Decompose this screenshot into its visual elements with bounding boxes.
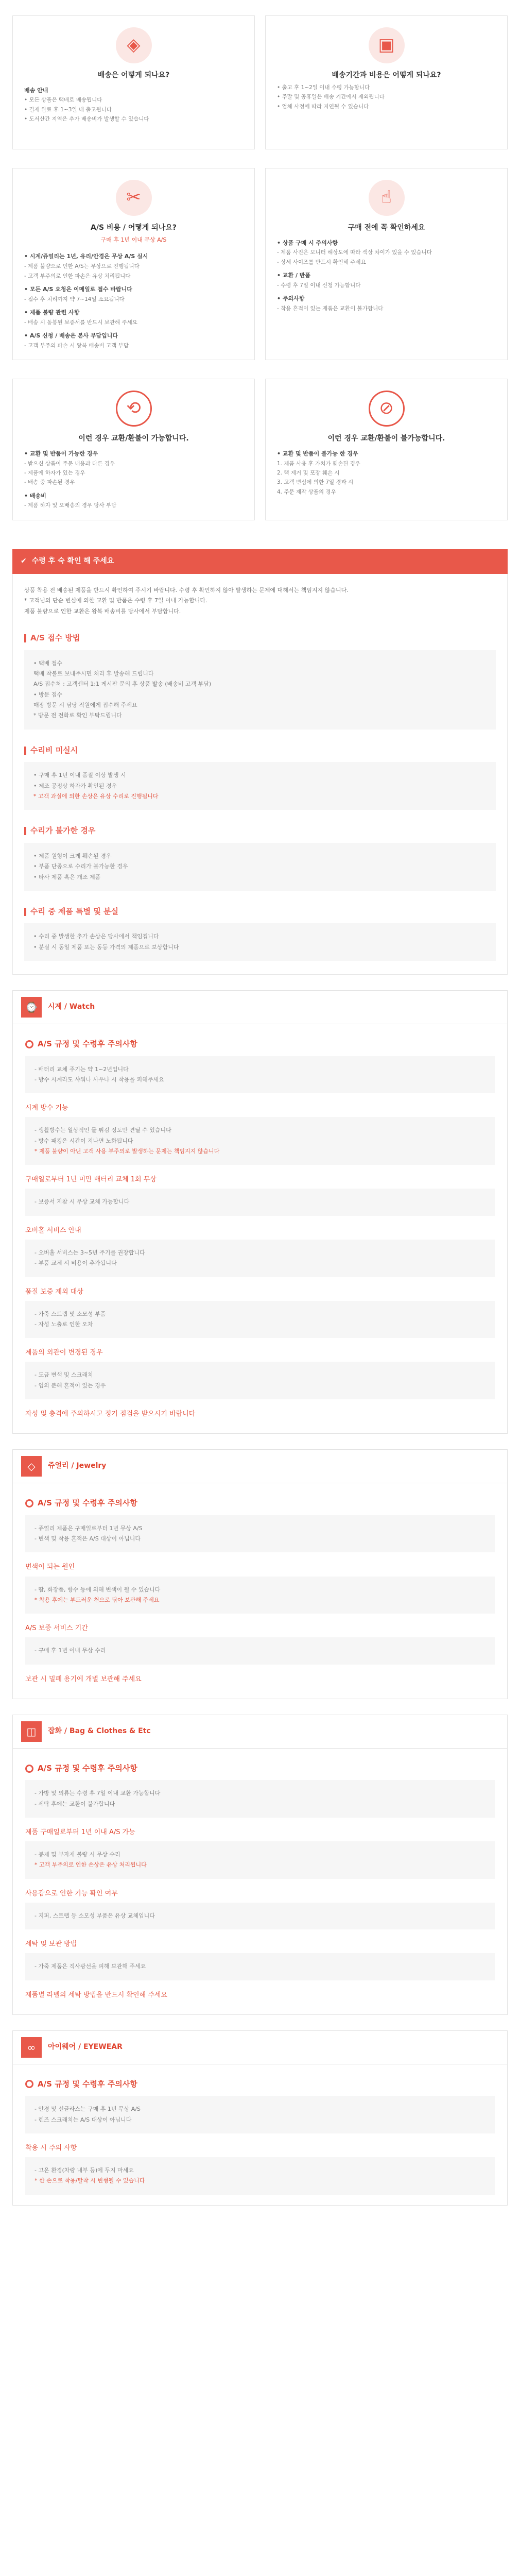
bullet-line: • 구매 후 1년 이내 품질 이상 발생 시 [33,772,126,779]
block-title: 시계 방수 기능 [25,1104,68,1112]
hand-icon: ☝ [369,180,405,216]
card-line: • 결제 완료 후 1~3일 내 출고됩니다 [24,106,112,113]
block-box [25,2096,495,2133]
card-section-title: • A/S 신청 / 배송은 본사 부담입니다 [24,332,118,340]
block-box [25,1189,495,1215]
bullet-line: - 오버홀 서비스는 3~5년 주기를 권장합니다 [34,1249,145,1256]
title-bar [24,747,26,755]
bullet-line: • 제조 공정상 하자가 확인된 경우 [33,782,117,789]
block-box [25,1240,495,1277]
category-heading [25,1497,495,1510]
block-box [25,1117,495,1165]
guide-intro-3: 제품 불량으로 인한 교환은 왕복 배송비를 당사에서 부담합니다. [24,608,181,615]
block-title: 구매일로부터 1년 미만 배터리 교체 1회 무상 [25,1176,157,1184]
block-title: 품질 보증 제외 대상 [25,1287,83,1296]
bullet-line: • 타사 제품 혹은 개조 제품 [33,873,101,880]
warning-line: * 제품 불량이 아닌 고객 사용 부주의로 발생하는 문제는 책임지지 않습니다 [34,1148,220,1155]
card-row [12,15,508,149]
card-line: 4. 주문 제작 상품의 경우 [277,488,336,495]
glasses-icon: ∞ [21,2037,42,2058]
category-heading-label: A/S 규정 및 수령후 주의사항 [38,1763,137,1773]
warning-line: * 한 손으로 착용/탈착 시 변형될 수 있습니다 [34,2177,145,2184]
category-footer: 보관 시 밀폐 용기에 개별 보관해 주세요 [25,1675,142,1683]
faq-card [12,15,255,149]
bullet-line: • 분실 시 동일 제품 또는 동등 가격의 제품으로 보상합니다 [33,943,179,951]
card-section-title: • 교환 / 반품 [277,272,311,279]
bullet-line: - 땀, 화장품, 향수 등에 의해 변색이 될 수 있습니다 [34,1586,161,1593]
bullet-line: 택배 착불로 보내주시면 처리 후 발송해 드립니다 [33,670,154,677]
category-header [13,1715,507,1749]
bullet-line: - 렌즈 스크래치는 A/S 대상이 아닙니다 [34,2116,132,2123]
block-title: 오버홀 서비스 안내 [25,1226,81,1234]
block-box [25,2157,495,2195]
card-line: 3. 고객 변심에 의한 7일 경과 시 [277,479,354,486]
free-warning: * 고객 과실에 의한 손상은 유상 수리로 진행됩니다 [33,793,159,800]
exchange-icon: ⟲ [116,391,152,427]
faq-card [12,168,255,360]
bullet-line: - 부품 교체 시 비용이 추가됩니다 [34,1260,117,1267]
card-line: - 제품 불량으로 인한 A/S는 무상으로 진행됩니다 [24,263,140,270]
block-box [25,1841,495,1879]
faq-card [265,379,508,520]
category-heading-label: A/S 규정 및 수령후 주의사항 [38,1498,137,1508]
category-panel [12,1715,508,2015]
block-title: 착용 시 주의 사항 [25,2144,77,2152]
card-line: • 주말 및 공휴일은 배송 기간에서 제외됩니다 [277,94,385,100]
ring-icon [25,2080,33,2088]
bullet-line: - 고온 환경(차량 내부 등)에 두지 마세요 [34,2166,134,2174]
card-row [12,168,508,360]
bullet-line: - 방수 시계라도 샤워나 사우나 시 착용을 피해주세요 [34,1076,164,1083]
block-title: A/S 보증 서비스 기간 [25,1624,88,1633]
category-footer: 제품별 라벨의 세탁 방법을 반드시 확인해 주세요 [25,1991,167,1999]
card-line: - 접수 후 처리까지 약 7~14일 소요됩니다 [24,296,125,302]
category-body [13,1749,507,2014]
card-question: 이런 경우 교환/환불이 가능합니다. [78,434,189,443]
guide-header-label: 수령 후 숙 확인 해 주세요 [31,556,114,565]
bullet-line: • 택배 접수 [33,659,62,667]
card-line: - 제품 하자 및 오배송의 경우 당사 부담 [24,502,117,509]
ring-icon [25,1765,33,1773]
check-icon: ✔ [21,556,27,565]
bullet-line: - 임의 분해 흔적이 있는 경우 [34,1382,106,1389]
category-footer: 자성 및 충격에 주의하시고 정기 점검을 받으시기 바랍니다 [25,1410,196,1418]
no-exchange-icon: ⊘ [369,391,405,427]
card-subtitle: 구매 후 1년 이내 무상 A/S [100,236,167,243]
category-panel [12,990,508,1434]
card-line: - 착용 흔적이 있는 제품은 교환이 불가합니다 [277,305,384,312]
bullet-line: - 도금 변색 및 스크래치 [34,1371,93,1379]
category-body [13,2064,507,2205]
bullet-line: - 지퍼, 스트랩 등 소모성 부품은 유상 교체입니다 [34,1912,155,1919]
card-line: - 받으신 상품이 주문 내용과 다른 경우 [24,460,115,467]
card-line: • 업체 사정에 따라 지연될 수 있습니다 [277,103,369,110]
card-line: • 도서산간 지역은 추가 배송비가 발생할 수 있습니다 [24,116,149,123]
category-header [13,1450,507,1483]
as-method-box [24,650,496,730]
category-title: 아이웨어 / EYEWEAR [48,2042,123,2051]
bullet-line: - 봉제 및 부자재 불량 시 무상 수리 [34,1851,120,1858]
bullet-line: A/S 접수처 : 고객센터 1:1 게시판 문의 후 상품 발송 (배송비 고객 부담) [33,681,212,688]
free-repair-title [24,744,496,757]
block-box [25,1362,495,1399]
guide-body [12,574,508,975]
ring-icon [25,1499,33,1507]
bullet-line: 매장 방문 시 담당 직원에게 접수해 주세요 [33,702,137,709]
category-title: 시계 / Watch [48,1003,95,1011]
card-line: - 제품 사진은 모니터 해상도에 따라 색상 차이가 있을 수 있습니다 [277,249,432,256]
card-row [12,379,508,520]
after-delivery-guide [12,549,508,975]
bullet-line: - 방수 패킹은 시간이 지나면 노화됩니다 [34,1137,133,1144]
category-header [13,991,507,1024]
faq-card [265,168,508,360]
watch-icon: ⌚ [21,997,42,1018]
card-section-title: 배송 안내 [24,87,48,94]
card-line: - 배송 시 동봉된 보증서를 반드시 보관해 주세요 [24,319,137,326]
card-section-title: • 모든 A/S 요청은 이메일로 접수 바랍니다 [24,285,132,293]
bullet-line: - 배터리 교체 주기는 약 1~2년입니다 [34,1065,129,1073]
jewelry-icon: ◇ [21,1456,42,1477]
category-heading-label: A/S 규정 및 수령후 주의사항 [38,2079,137,2089]
block-box [25,1953,495,1980]
free-repair-box [24,762,496,810]
bullet-line: - 변색 및 착용 흔적은 A/S 대상이 아닙니다 [34,1535,141,1543]
bullet-line: - 안경 및 선글라스는 구매 후 1년 무상 A/S [34,2106,141,2113]
block-box [25,1577,495,1614]
block-box [25,1515,495,1553]
card-line: - 상세 사이즈를 반드시 확인해 주세요 [277,259,366,265]
card-line: - 고객 부주의 파손 시 왕복 배송비 고객 부담 [24,342,129,349]
block-box [25,1301,495,1338]
block-title: 제품의 외관이 변경된 경우 [25,1349,103,1357]
box-icon: ▣ [369,27,405,63]
category-panel [12,1449,508,1699]
card-question: 배송은 어떻게 되나요? [97,71,170,79]
card-line: • 출고 후 1~2일 이내 수령 가능합니다 [277,84,370,91]
card-question: 이런 경우 교환/환불이 불가능합니다. [327,434,445,443]
card-section-title: • 교환 및 반품이 불가능 한 경우 [277,450,358,457]
category-title: 쥬얼리 / Jewelry [48,1462,107,1470]
card-section-title: • 배송비 [24,492,46,499]
as-method-title [24,632,496,645]
title-bar [24,908,26,916]
bullet-line: - 쥬얼리 제품은 구매일로부터 1년 무상 A/S [34,1524,143,1532]
faq-card [12,379,255,520]
block-title: 세탁 및 보관 방법 [25,1940,77,1948]
guide-intro-1: 상품 착용 전 배송된 제품을 반드시 확인하여 주시기 바랍니다. 수령 후 확인하지 않아 발생하는 문제에 대해서는 책임지지 않습니다. [24,586,349,594]
card-question: 구매 전에 꼭 확인하세요 [348,224,425,232]
bullet-line: - 가죽 스트랩 및 소모성 부품 [34,1310,106,1317]
faq-cards [0,0,520,549]
category-heading [25,2078,495,2091]
faq-card [265,15,508,149]
card-question: A/S 비용 / 어떻게 되나요? [91,224,177,232]
card-question: 배송기간과 비용은 어떻게 되나요? [332,71,441,79]
category-heading [25,1038,495,1051]
block-box [25,1903,495,1929]
bullet-line: - 세탁 후에는 교환이 불가합니다 [34,1800,115,1807]
card-section-title: • 교환 및 반품이 가능한 경우 [24,450,98,457]
bullet-line: * 방문 전 전화로 확인 부탁드립니다 [33,712,122,719]
free-repair-label: 수리비 미실시 [30,745,78,755]
bullet-line: - 가죽 제품은 직사광선을 피해 보관해 주세요 [34,1963,146,1970]
block-title: 제품 구매일로부터 1년 이내 A/S 가능 [25,1828,135,1836]
bullet-line: • 수리 중 발생한 추가 손상은 당사에서 책임집니다 [33,933,159,940]
bullet-line: • 부품 단종으로 수리가 불가능한 경우 [33,863,128,870]
card-line: 1. 제품 사용 후 가치가 훼손된 경우 [277,460,360,467]
card-line: 2. 택 제거 및 포장 훼손 시 [277,469,340,476]
category-title: 잡화 / Bag & Clothes & Etc [48,1726,151,1735]
tag-icon: ◈ [116,27,152,63]
paid-repair-box [24,843,496,891]
card-section-title: • 상품 구매 시 주의사항 [277,239,338,246]
repair-care-box [24,923,496,961]
bullet-line: • 방문 접수 [33,691,62,698]
guide-intro-2: * 고객님의 단순 변심에 의한 교환 및 반품은 수령 후 7일 이내 가능합니다. [24,597,207,604]
card-line: - 수령 후 7일 이내 신청 가능합니다 [277,282,361,289]
bullet-line: - 가방 및 의류는 수령 후 7일 이내 교환 가능합니다 [34,1790,161,1797]
guide-header [12,549,508,574]
card-line: - 고객 부주의로 인한 파손은 유상 처리됩니다 [24,273,131,279]
block-box [25,1637,495,1664]
block-box [25,1056,495,1094]
card-line: - 제품에 하자가 있는 경우 [24,469,85,476]
paid-repair-label: 수리가 불가한 경우 [30,826,96,836]
warning-line: * 착용 후에는 부드러운 천으로 닦아 보관해 주세요 [34,1596,160,1603]
category-header [13,2031,507,2064]
bullet-line: - 구매 후 1년 이내 무상 수리 [34,1647,106,1654]
category-body [13,1483,507,1699]
card-section-title: • 제품 불량 관련 사항 [24,309,80,316]
block-title: 변색이 되는 원인 [25,1563,75,1571]
card-section-title: • 주의사항 [277,295,305,302]
category-list [0,990,520,2206]
bullet-line: - 생활방수는 일상적인 물 튀김 정도만 견딜 수 있습니다 [34,1127,171,1134]
repair-care-title [24,905,496,919]
category-heading [25,1762,495,1775]
category-body [13,1024,507,1433]
category-heading-label: A/S 규정 및 수령후 주의사항 [38,1039,137,1049]
card-line: • 모든 상품은 택배로 배송됩니다 [24,97,102,104]
category-panel [12,2030,508,2206]
card-section-title: • 시계/쥬얼리는 1년, 유리/안경은 무상 A/S 실시 [24,253,148,260]
bullet-line: • 제품 원형이 크게 훼손된 경우 [33,852,112,859]
title-bar [24,827,26,835]
title-bar [24,634,26,642]
bag-icon: ◫ [21,1721,42,1742]
repair-care-label: 수리 중 제품 특별 및 분실 [30,906,119,916]
tools-icon: ✂ [116,180,152,216]
paid-repair-title [24,824,496,838]
block-title: 사용감으로 인한 기능 확인 여부 [25,1889,118,1897]
bullet-line: - 보증서 지참 시 무상 교체 가능합니다 [34,1198,130,1206]
as-method-label: A/S 접수 방법 [30,633,80,643]
ring-icon [25,1040,33,1048]
warning-line: * 고객 부주의로 인한 손상은 유상 처리됩니다 [34,1861,147,1869]
bullet-line: - 자성 노출로 인한 오차 [34,1321,93,1328]
card-line: - 배송 중 파손된 경우 [24,479,75,486]
block-box [25,1780,495,1818]
